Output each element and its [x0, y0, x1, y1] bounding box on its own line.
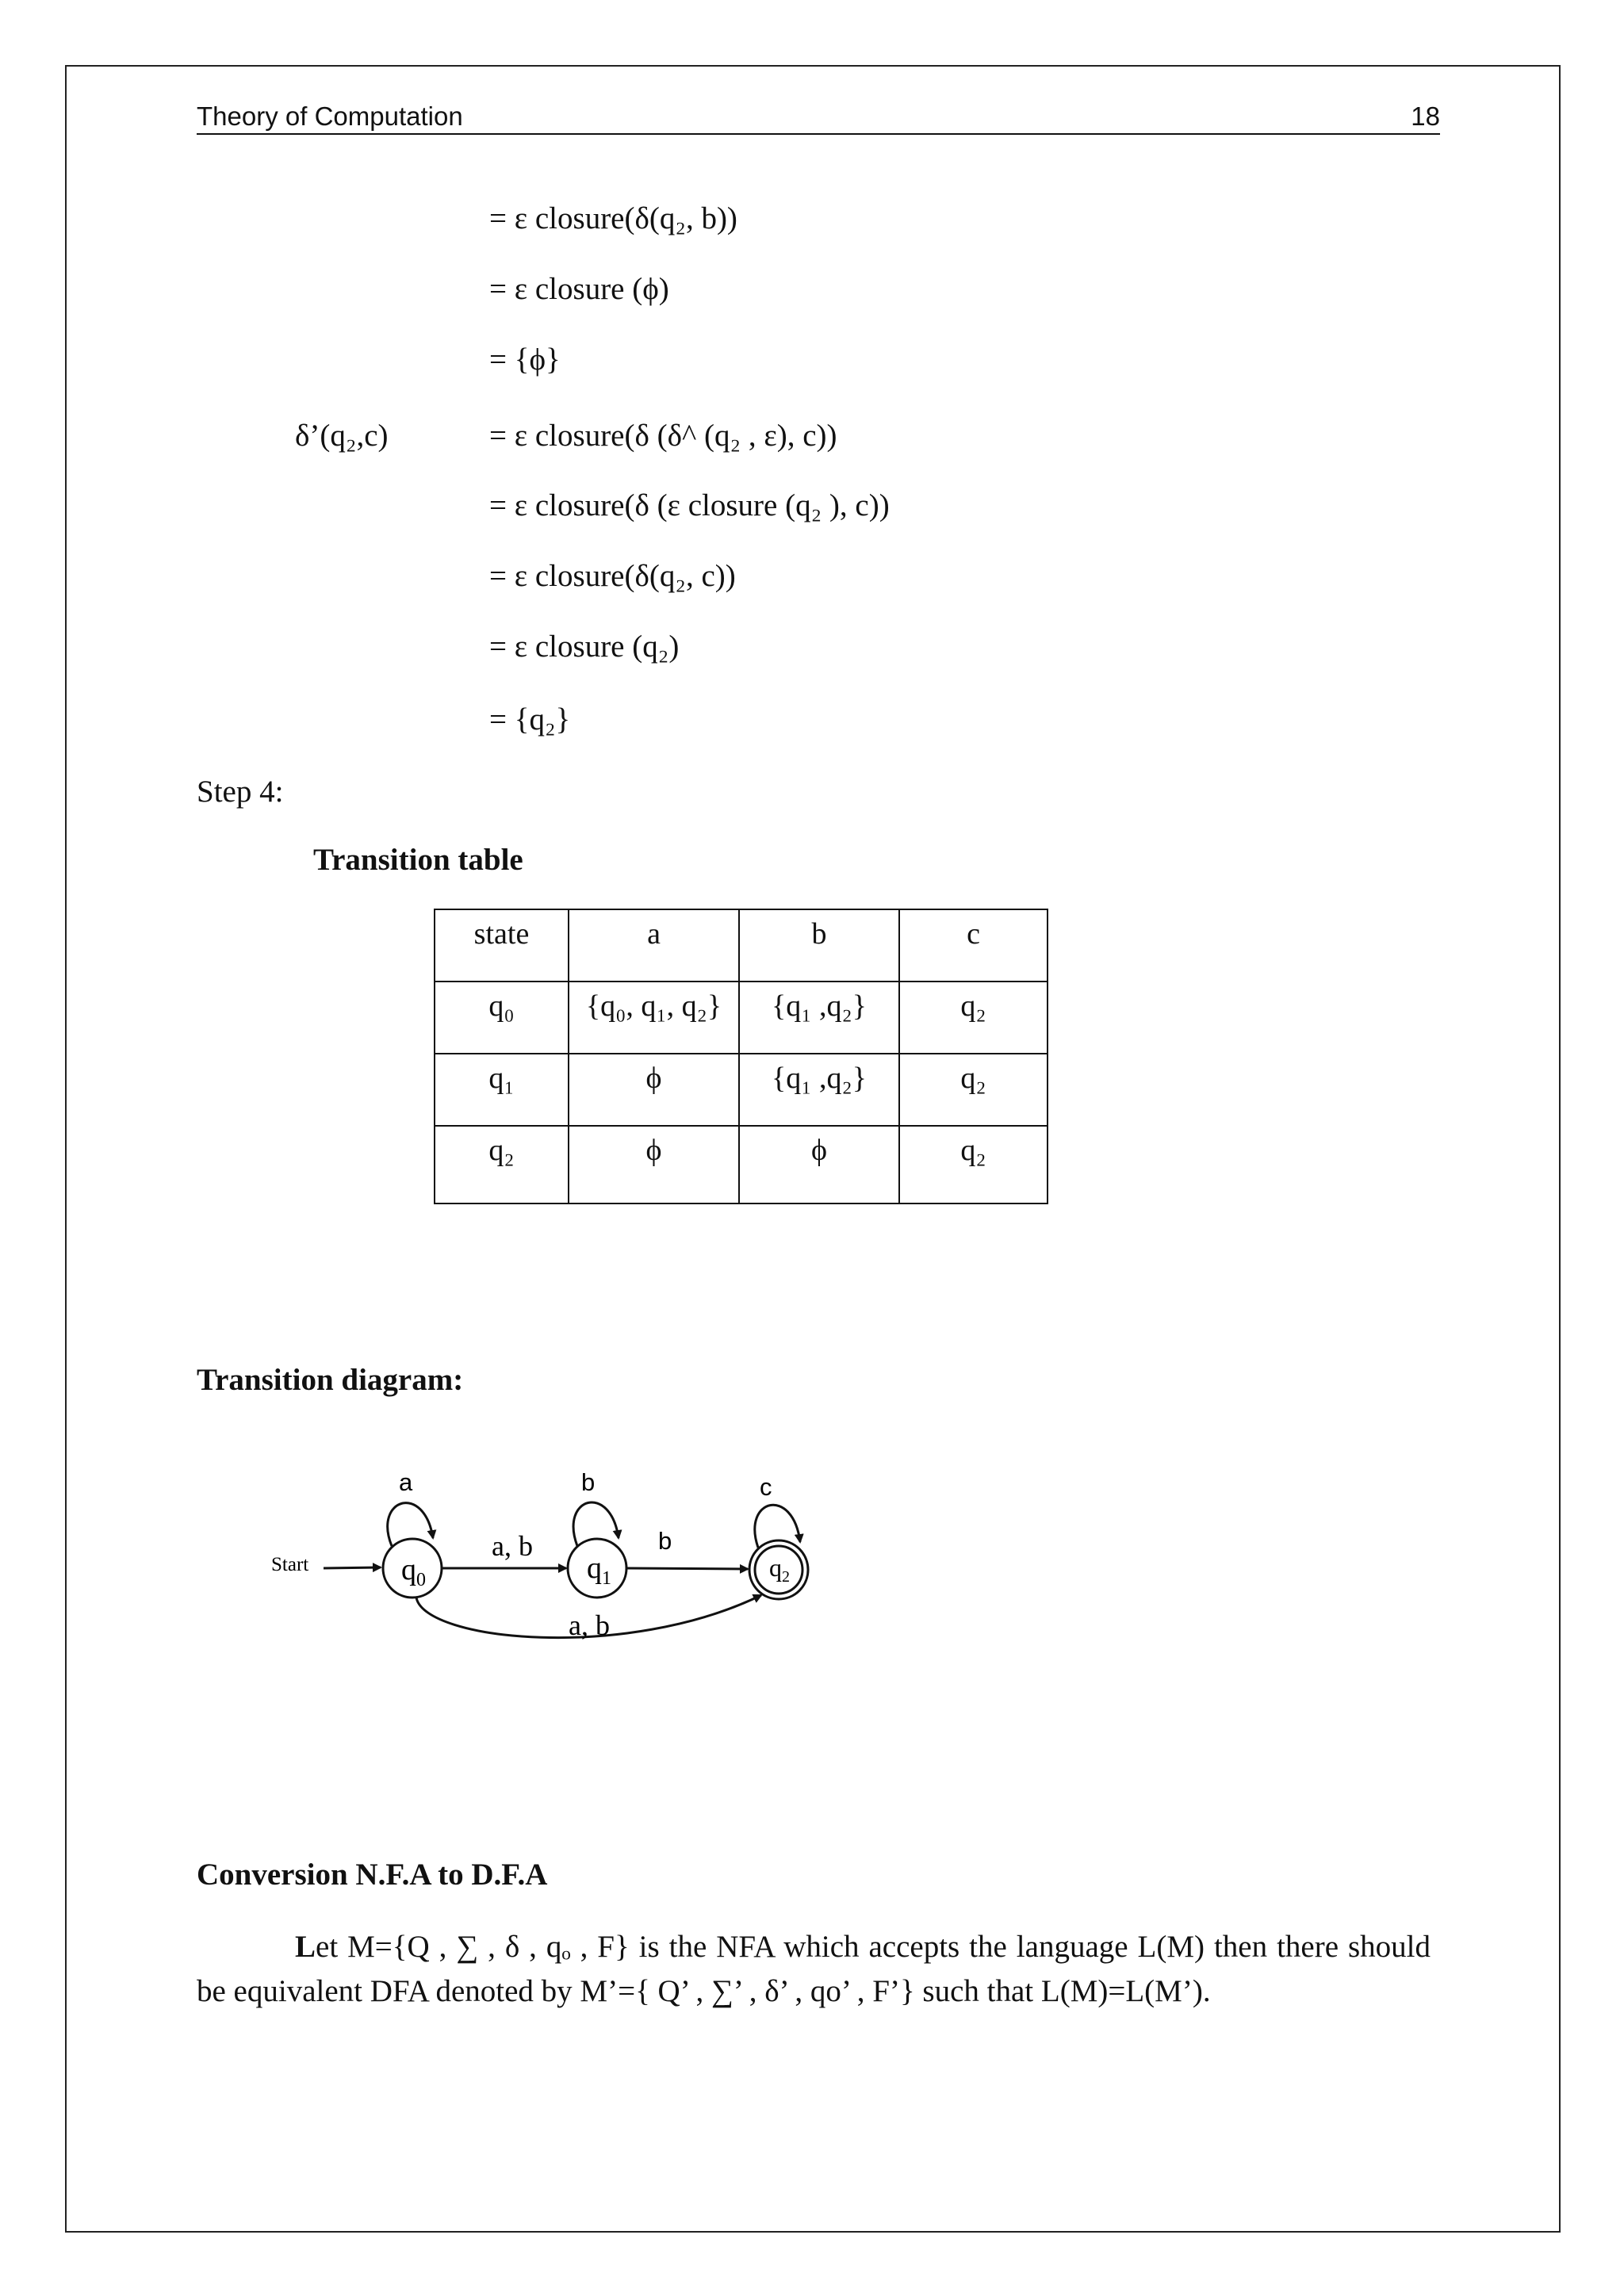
loop-q1-label: b	[581, 1468, 596, 1496]
state-q1-label: $q_1$	[587, 1552, 611, 1589]
derivation-c-lhs: δ’(q₂,c)	[295, 419, 389, 453]
header-title: Theory of Computation	[197, 101, 463, 131]
derivation-c-line-5: = {q₂}	[489, 702, 571, 737]
page-header	[197, 98, 1440, 135]
start-arrow	[324, 1567, 381, 1568]
table-cell: {q₁ ,q₂}	[739, 982, 899, 1054]
edge-q1-q2-label: b	[658, 1527, 672, 1555]
table-row	[435, 1054, 1048, 1126]
derivation-c-line-4: = ε closure (q₂)	[489, 629, 680, 664]
table-cell: ϕ	[569, 1126, 739, 1203]
page-number: 18	[1411, 101, 1440, 131]
table-cell: q₂	[899, 1126, 1048, 1203]
table-cell: q₂	[435, 1126, 569, 1203]
table-cell: {q₀, q₁, q₂}	[569, 982, 739, 1054]
transition-table	[434, 909, 1048, 1204]
loop-q2-label: c	[760, 1473, 772, 1501]
lead-letter: L	[295, 1930, 316, 1964]
derivation-b-line-3: = {ϕ}	[489, 342, 561, 377]
derivation-b-line-2: = ε closure (ϕ)	[489, 272, 669, 306]
edge-q0-q1-label: a, b	[492, 1530, 533, 1562]
diagram-heading: Transition diagram:	[197, 1363, 464, 1397]
derivation-c-line-1: = ε closure(δ (δ^ (q₂ , ε), c))	[489, 419, 837, 453]
table-cell: ϕ	[569, 1054, 739, 1126]
step-label: Step 4:	[197, 775, 284, 809]
table-header-cell: b	[739, 909, 899, 982]
paragraph-text: et M={Q , ∑ , δ , qₒ , F} is the NFA which accepts the language L(M) then there should be equivalent DFA denoted by M’={ Q’ , ∑’ , δ’ , qo’ , F’} such that L(M)=L(M’).	[197, 1930, 1431, 2008]
start-label: Start	[271, 1554, 309, 1575]
conversion-heading: Conversion N.F.A to D.F.A	[197, 1858, 548, 1892]
table-header-cell: c	[899, 909, 1048, 982]
edge-q1-q2	[626, 1568, 748, 1569]
table-cell: q₂	[899, 982, 1048, 1054]
edge-q0-q2-label: a, b	[569, 1609, 610, 1641]
table-heading: Transition table	[313, 843, 523, 877]
table-cell: {q₁ ,q₂}	[739, 1054, 899, 1126]
table-header-row	[435, 909, 1048, 982]
table-row	[435, 1126, 1048, 1203]
derivation-c-line-3: = ε closure(δ(q₂, c))	[489, 559, 736, 593]
table-row	[435, 982, 1048, 1054]
table-cell: q₁	[435, 1054, 569, 1126]
table-cell: q₂	[899, 1054, 1048, 1126]
table-cell: q₀	[435, 982, 569, 1054]
state-q2-label: $q_2$	[769, 1553, 790, 1586]
table-header-cell: a	[569, 909, 739, 982]
table-cell: ϕ	[739, 1126, 899, 1203]
conversion-paragraph	[197, 1925, 1431, 2014]
derivation-c-line-2: = ε closure(δ (ε closure (q₂ ), c))	[489, 488, 890, 522]
derivation-b-line-1: = ε closure(δ(q₂, b))	[489, 201, 737, 235]
state-q0-label: $q_0$	[401, 1553, 426, 1590]
transition-diagram	[254, 1443, 856, 1681]
loop-q0-label: a	[399, 1468, 413, 1496]
table-header-cell: state	[435, 909, 569, 982]
